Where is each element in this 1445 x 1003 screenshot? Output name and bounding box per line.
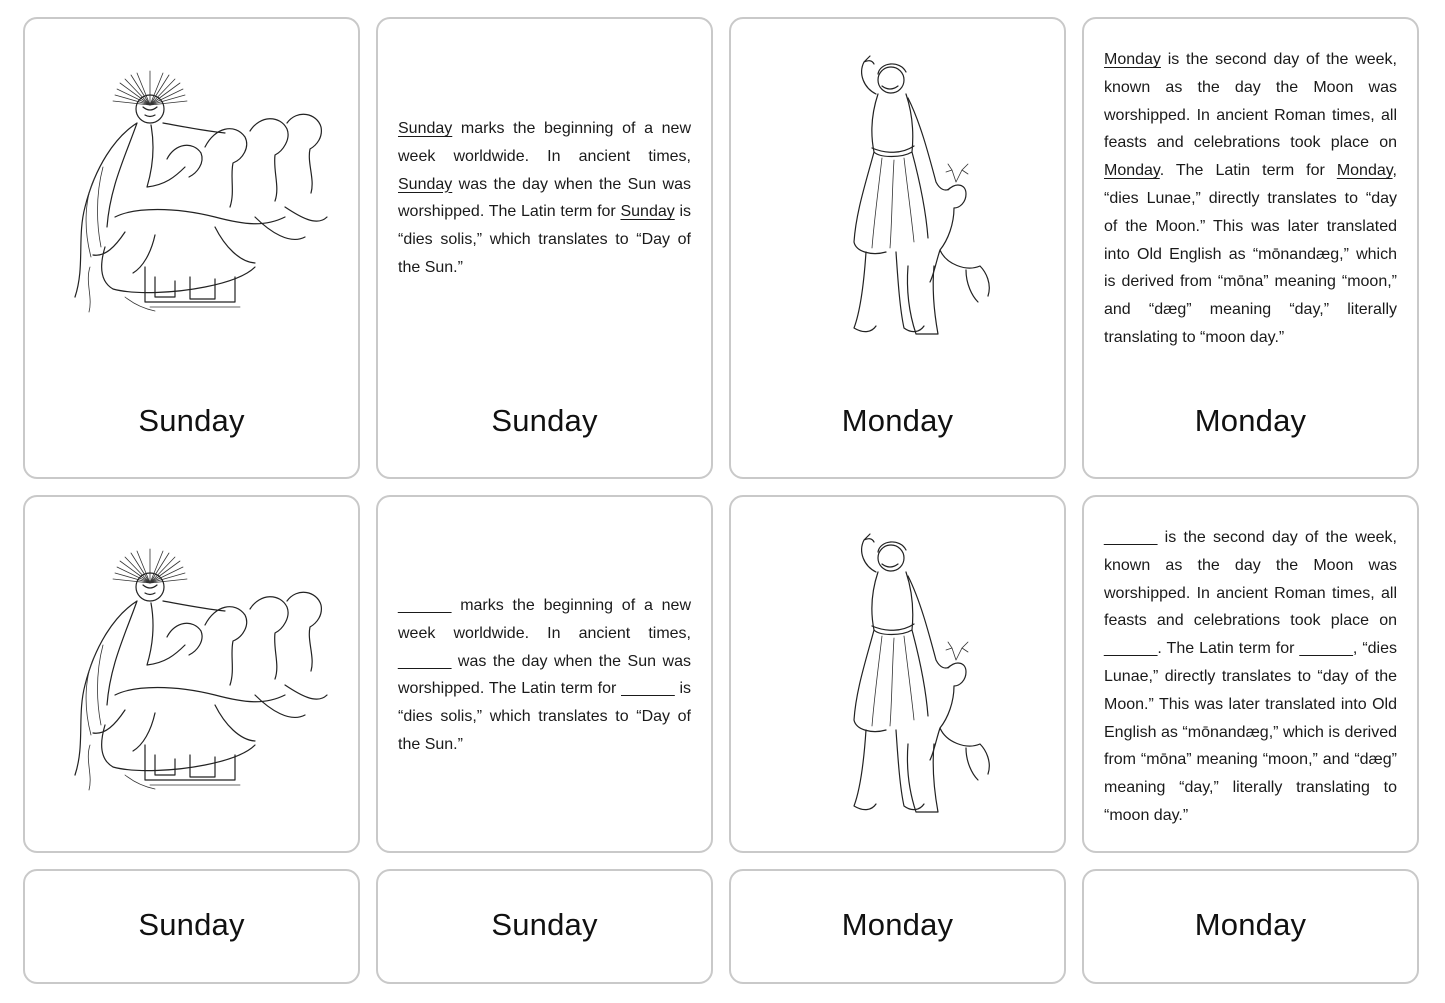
card-label: Monday [1194, 403, 1307, 438]
monday-picture-card[interactable] [729, 17, 1066, 479]
card-label: Monday [841, 403, 954, 438]
blank: ______ [1104, 529, 1158, 546]
sunday-word: Sunday [620, 203, 675, 221]
card-label: Sunday [138, 907, 245, 942]
sunday-text-card[interactable] [376, 17, 713, 479]
sunday-description: Sunday marks the beginning of a new week worldwide. In ancient times, Sunday was the day when the Sun was worshipped. The Latin term for Sunday is “dies solis,” which translates to “Day of the Sun.” [398, 120, 691, 276]
monday-text-label-card[interactable] [1082, 869, 1419, 984]
monday-text-control-card[interactable] [1082, 495, 1419, 853]
moon-goddess-with-deer-illustration [816, 52, 996, 342]
card-label: Sunday [491, 403, 598, 438]
sun-god-chariot-illustration [55, 545, 330, 800]
card-label: Sunday [491, 907, 598, 942]
blank: ______ [398, 652, 452, 670]
sunday-text-control-card[interactable] [376, 495, 713, 853]
blank: ______ [621, 680, 675, 698]
card-label: Monday [1194, 907, 1307, 942]
monday-fill-in-description: ______ is the second day of the week, known as the day the Moon was worshipped. In ancient Roman times, all feasts and celebrations took place on ______. The Latin term for ______, “dies Lunae,” directly translates to “day of the Moon.” This was later translated into Old English as “mōnandæg,” which is derived from “mōna” meaning “moon,” and “dæg” meaning “day,” literally translating to “moon day.” [1104, 529, 1397, 824]
blank: ______ [398, 597, 452, 614]
monday-word: Monday [1336, 162, 1393, 180]
card-label: Sunday [138, 403, 245, 438]
sun-god-chariot-illustration [55, 67, 330, 322]
sunday-label-card[interactable] [23, 869, 360, 984]
sunday-picture-control-card[interactable] [23, 495, 360, 853]
monday-text-card[interactable] [1082, 17, 1419, 479]
blank: ______ [1104, 640, 1158, 658]
monday-picture-control-card[interactable] [729, 495, 1066, 853]
monday-word: Monday [1104, 51, 1161, 68]
card-label: Monday [841, 907, 954, 942]
moon-goddess-with-deer-illustration [816, 530, 996, 820]
monday-description: Monday is the second day of the week, known as the day the Moon was worshipped. In ancient Roman times, all feasts and celebrations took place on Monday. The Latin term for Monday, “dies Lunae,” directly translates to “day of the Moon.” This was later translated into Old English as “mōnandæg,” which is derived from “mōna” meaning “moon,” and “dæg” meaning “day,” literally translating to “moon day.” [1104, 51, 1397, 346]
monday-word: Monday [1104, 162, 1160, 180]
sunday-picture-card[interactable] [23, 17, 360, 479]
sunday-text-label-card[interactable] [376, 869, 713, 984]
monday-label-card[interactable] [729, 869, 1066, 984]
blank: ______ [1299, 640, 1353, 658]
sunday-word: Sunday [398, 175, 453, 193]
sunday-fill-in-description: ______ marks the beginning of a new week worldwide. In ancient times, ______ was the day when the Sun was worshipped. The Latin term for ______ is “dies solis,” which translates to “Day of the Sun.” [398, 597, 692, 753]
sunday-word: Sunday [398, 120, 453, 137]
